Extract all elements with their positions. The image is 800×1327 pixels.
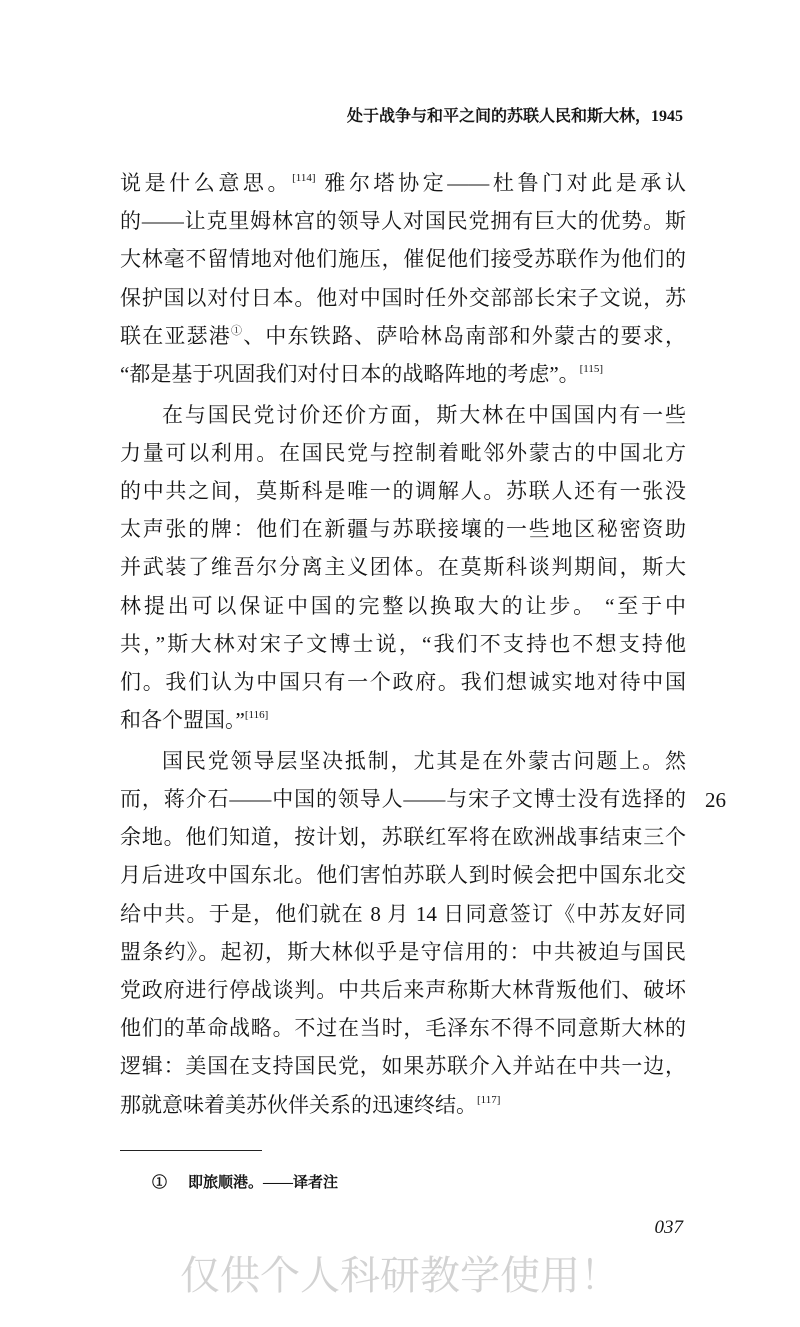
text-line	[120, 355, 686, 393]
text-run: 、中东铁路、萨哈林岛南部和外蒙古的要求，	[243, 323, 687, 348]
paragraph	[120, 396, 686, 740]
endnote-ref: [115]	[579, 362, 604, 375]
text-run: 共，”斯大林对宋子文博士说，“我们不支持也不想支持他	[120, 631, 686, 656]
original-page-marker: 26	[705, 788, 726, 812]
text-line	[120, 895, 686, 933]
paragraph	[120, 742, 686, 1124]
text-line	[120, 701, 686, 739]
text-run: 林提出可以保证中国的完整以换取大的让步。 “至于中	[120, 593, 686, 618]
running-header: 处于战争与和平之间的苏联人民和斯大林，1945	[346, 108, 683, 125]
text-run: 说是什么意思。	[120, 171, 293, 195]
text-line	[120, 1009, 686, 1047]
text-line	[120, 856, 686, 894]
text-line	[120, 202, 686, 240]
text-run: 逻辑：美国在支持国民党，如果苏联介入并站在中共一边，	[120, 1054, 686, 1079]
text-run: 给中共。于是，他们就在 8 月 14 日同意签订《中苏友好同	[120, 901, 686, 926]
text-run: 大林毫不留情地对他们施压，催促他们接受苏联作为他们的	[120, 247, 686, 272]
text-line	[120, 780, 686, 818]
text-line	[120, 510, 686, 548]
text-line	[120, 434, 686, 472]
text-run: 在与国民党讨价还价方面，斯大林在中国国内有一些	[162, 402, 686, 427]
text-run: 他们的革命战略。不过在当时，毛泽东不得不同意斯大林的	[120, 1016, 686, 1041]
text-line	[120, 279, 686, 317]
body-text	[120, 164, 686, 1124]
text-run: 月后进攻中国东北。他们害怕苏联人到时候会把中国东北交	[120, 863, 686, 888]
text-run: 而，蒋介石——中国的领导人——与宋子文博士没有选择的	[120, 787, 686, 811]
text-run: 那就意味着美苏伙伴关系的迅速终结。	[120, 1092, 477, 1117]
text-line	[120, 933, 686, 971]
text-run: 们。我们认为中国只有一个政府。我们想诚实地对待中国	[120, 669, 686, 694]
footnote-marker: ①	[152, 1175, 168, 1191]
text-run: “都是基于巩固我们对付日本的战略阵地的考虑”。	[120, 361, 580, 386]
text-line	[120, 396, 686, 434]
text-run: 的中共之间，莫斯科是唯一的调解人。苏联人还有一张没	[120, 479, 686, 503]
text-run: 并武装了维吾尔分离主义团体。在莫斯科谈判期间，斯大	[120, 555, 686, 580]
text-line	[120, 971, 686, 1009]
text-run: 保护国以对付日本。他对中国时任外交部部长宋子文说，苏	[120, 285, 686, 310]
text-line	[120, 663, 686, 701]
endnote-ref: [117]	[477, 1093, 501, 1106]
text-run: 党政府进行停战谈判。中共后来声称斯大林背叛他们、破坏	[120, 977, 686, 1002]
footnote-ref: ①	[231, 324, 244, 337]
text-line	[120, 742, 686, 780]
text-run: 太声张的牌：他们在新疆与苏联接壤的一些地区秘密资助	[120, 517, 686, 542]
endnote-ref: [116]	[244, 709, 269, 722]
footnote	[152, 1172, 338, 1194]
text-line	[120, 1047, 686, 1085]
text-run: 力量可以利用。在国民党与控制着毗邻外蒙古的中国北方	[120, 440, 686, 465]
page-number: 037	[654, 1217, 683, 1238]
endnote-ref: [114]	[292, 172, 316, 184]
text-line	[120, 1086, 686, 1124]
text-run: 盟条约》。起初，斯大林似乎是守信用的：中共被迫与国民	[120, 939, 686, 964]
text-run: 国民党领导层坚决抵制，尤其是在外蒙古问题上。然	[162, 748, 686, 773]
text-run: 的——让克里姆林宫的领导人对国民党拥有巨大的优势。斯	[120, 209, 686, 234]
text-line	[120, 240, 686, 278]
watermark: 仅供个人科研教学使用！	[180, 1253, 620, 1299]
text-run: 联在亚瑟港	[120, 323, 231, 348]
text-line	[120, 587, 686, 625]
text-line	[120, 818, 686, 856]
text-line	[120, 548, 686, 586]
text-run: 和各个盟国。”	[120, 708, 245, 733]
footnote-rule	[120, 1150, 262, 1151]
footnote-text: 即旅顺港。——译者注	[188, 1175, 339, 1191]
paragraph	[120, 164, 686, 393]
text-run: 余地。他们知道，按计划，苏联红军将在欧洲战事结束三个	[120, 825, 686, 850]
text-line	[120, 317, 686, 355]
text-run: 雅尔塔协定——杜鲁门对此是承认	[315, 171, 686, 195]
text-line	[120, 625, 686, 663]
text-line	[120, 472, 686, 510]
text-line	[120, 164, 686, 202]
